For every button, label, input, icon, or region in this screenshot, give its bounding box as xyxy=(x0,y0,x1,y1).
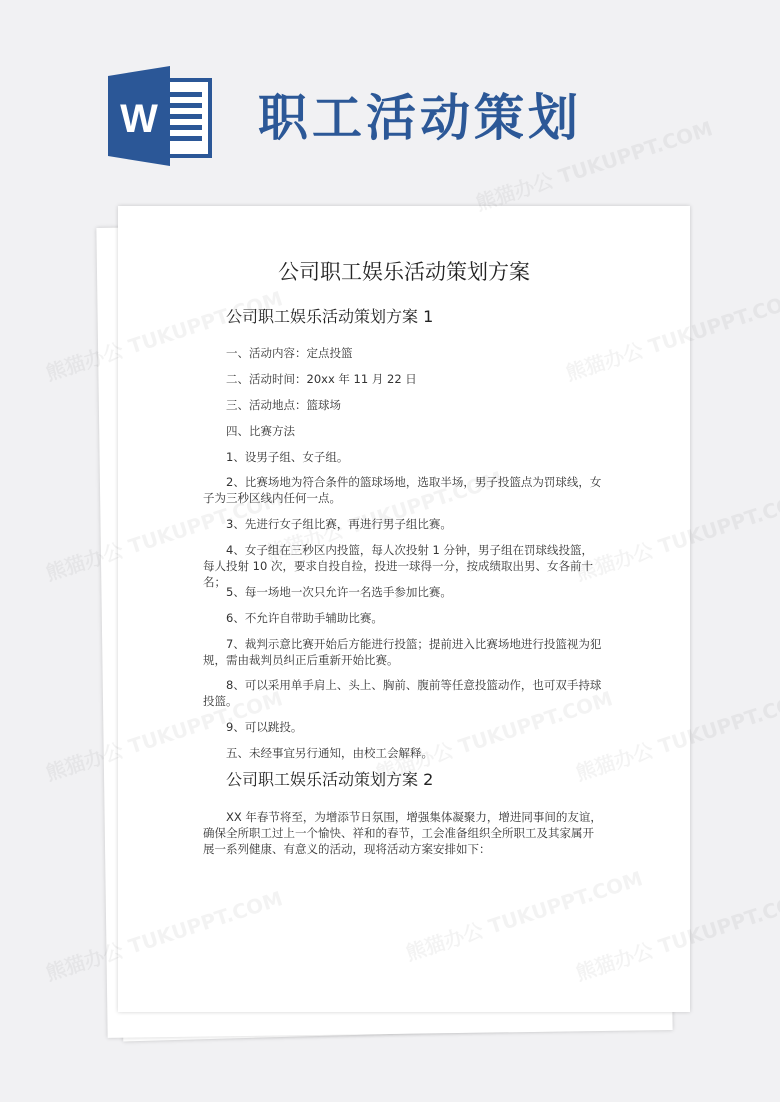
paragraph: 四、比赛方法 xyxy=(226,424,295,438)
header-title: 职工活动策划 xyxy=(258,88,582,147)
paragraph: 8、可以采用单手肩上、头上、胸前、腹前等任意投篮动作，也可双手持球投篮。 xyxy=(203,678,602,708)
paragraph: 一、活动内容：定点投篮 xyxy=(226,346,353,360)
paragraph: 二、活动时间：20xx 年 11 月 22 日 xyxy=(226,372,417,386)
paragraph: 2、比赛场地为符合条件的篮球场地，选取半场，男子投篮点为罚球线，女子为三秒区线内任何一点。 xyxy=(203,475,602,505)
section-heading-1: 公司职工娱乐活动策划方案 1 xyxy=(226,307,434,326)
paragraph: 5、每一场地一次只允许一名选手参加比赛。 xyxy=(226,585,452,599)
word-logo-letter: W xyxy=(120,97,158,141)
paragraph: 6、不允许自带助手辅助比赛。 xyxy=(226,611,383,625)
paragraph: 1、设男子组、女子组。 xyxy=(226,450,349,464)
section-heading-2: 公司职工娱乐活动策划方案 2 xyxy=(226,770,434,789)
paragraph: 9、可以跳投。 xyxy=(226,720,303,734)
document-page xyxy=(118,206,690,1012)
word-icon xyxy=(108,66,216,166)
paragraph: 7、裁判示意比赛开始后方能进行投篮；提前进入比赛场地进行投篮视为犯规，需由裁判员纠正后重新开始比赛。 xyxy=(203,637,602,667)
paragraph: 4、女子组在三秒区内投篮，每人次投射 1 分钟，男子组在罚球线投篮，每人投射 10 次，要求自投自捡，投进一球得一分，按成绩取出男、女各前十名； xyxy=(203,543,593,589)
paragraph: 五、未经事宜另行通知，由校工会解释。 xyxy=(226,746,433,760)
paragraph: 三、活动地点：篮球场 xyxy=(226,398,341,412)
paragraph: XX 年春节将至，为增添节日氛围，增强集体凝聚力，增进同事间的友谊，确保全所职工过上一个愉快、祥和的春节，工会准备组织全所职工及其家属开展一系列健康、有意义的活动，现将活动方案安排如下： xyxy=(203,810,602,856)
document-title: 公司职工娱乐活动策划方案 xyxy=(278,260,530,284)
paragraph: 3、先进行女子组比赛，再进行男子组比赛。 xyxy=(226,517,452,531)
